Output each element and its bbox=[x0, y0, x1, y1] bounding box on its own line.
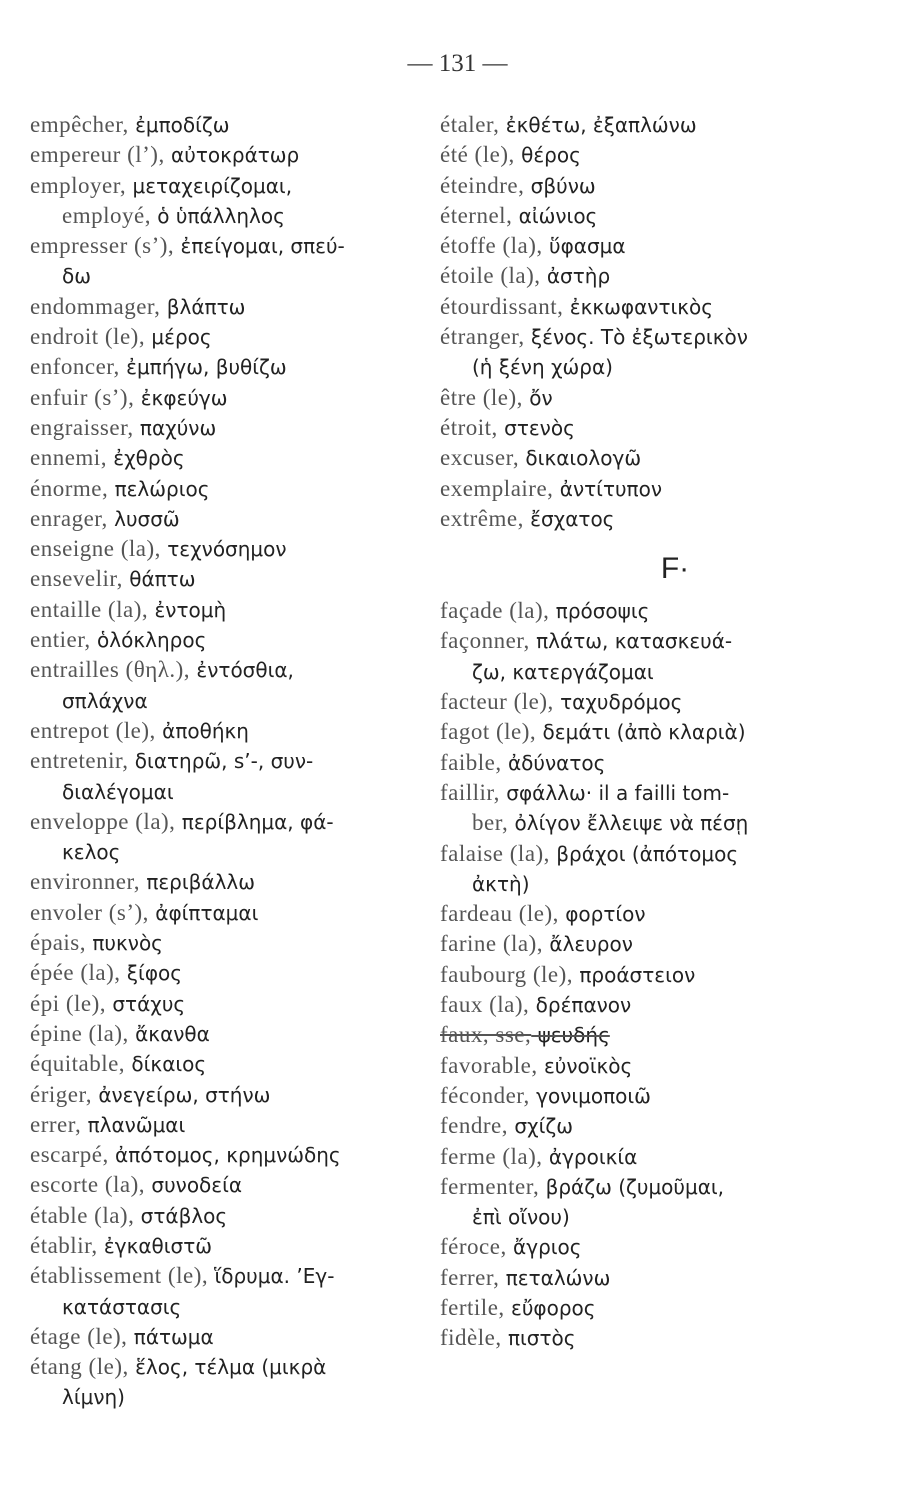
greek-translation: βράζω (ζυμοῦμαι, bbox=[539, 1174, 725, 1199]
greek-translation: ἀπότομος, κρημνώδης bbox=[108, 1143, 341, 1168]
greek-translation: ξίφος bbox=[120, 961, 182, 986]
greek-translation: ἀγροικία bbox=[542, 1144, 638, 1169]
dictionary-entry bbox=[440, 1232, 880, 1262]
french-headword: envoler (s’), bbox=[30, 899, 149, 925]
dictionary-entry bbox=[440, 1111, 880, 1141]
french-headword: falaise (la), bbox=[440, 840, 550, 866]
greek-translation: ἀδύνατος bbox=[501, 750, 606, 775]
dictionary-entry bbox=[440, 626, 880, 656]
french-headword: errer, bbox=[30, 1111, 82, 1137]
dictionary-entry bbox=[440, 657, 880, 687]
greek-translation: φορτίον bbox=[558, 902, 646, 927]
greek-translation: ὄν bbox=[522, 385, 553, 410]
greek-translation: γονιμοποιῶ bbox=[529, 1083, 651, 1108]
french-headword: être (le), bbox=[440, 384, 523, 410]
french-headword: faux, sse, bbox=[440, 1022, 532, 1048]
french-headword: employé, bbox=[62, 202, 151, 228]
greek-translation: ἐπὶ οἴνου) bbox=[472, 1205, 570, 1230]
greek-translation: ἐμποδίζω bbox=[128, 113, 230, 137]
dictionary-entry bbox=[440, 1172, 880, 1202]
dictionary-entry bbox=[440, 748, 880, 778]
greek-translation: τεχνόσημον bbox=[160, 537, 287, 562]
french-headword: fermenter, bbox=[440, 1173, 540, 1199]
greek-translation: θέρος bbox=[514, 143, 581, 168]
french-headword: entier, bbox=[30, 627, 91, 653]
french-headword: endommager, bbox=[30, 293, 161, 319]
french-headword: ériger, bbox=[30, 1081, 92, 1107]
greek-translation: πιστὸς bbox=[501, 1326, 576, 1351]
french-headword: épi (le), bbox=[30, 990, 107, 1016]
greek-translation: ἐχθρὸς bbox=[106, 446, 185, 471]
greek-translation: πλάτω, κατασκευά- bbox=[529, 629, 733, 654]
dictionary-entry bbox=[440, 869, 880, 899]
french-headword: empereur (l’), bbox=[30, 142, 165, 168]
dictionary-entry bbox=[30, 1352, 430, 1382]
greek-translation: ἐγκαθιστῶ bbox=[97, 1233, 213, 1258]
greek-translation: πυκνὸς bbox=[86, 931, 163, 956]
dictionary-entry bbox=[30, 322, 430, 352]
french-headword: excuser, bbox=[440, 445, 520, 471]
greek-translation: θάπτω bbox=[122, 567, 196, 592]
greek-translation: σφάλλω· il a failli tom- bbox=[499, 780, 730, 805]
dictionary-entry bbox=[440, 201, 880, 231]
dictionary-entry bbox=[30, 261, 430, 291]
dictionary-entry bbox=[440, 960, 880, 990]
e-entries bbox=[440, 110, 880, 534]
greek-translation: ἀντίτυπον bbox=[553, 476, 663, 501]
greek-translation: στενὸς bbox=[497, 415, 575, 440]
greek-translation: δεμάτι (ἀπὸ κλαριὰ) bbox=[536, 720, 746, 745]
french-headword: exemplaire, bbox=[440, 475, 554, 501]
greek-translation: ἐντόσθια, bbox=[190, 658, 294, 683]
dictionary-entry bbox=[30, 1019, 430, 1049]
dictionary-entry bbox=[30, 474, 430, 504]
greek-translation: (ἡ ξένη χώρα) bbox=[472, 355, 613, 380]
dictionary-entry bbox=[30, 625, 430, 655]
dictionary-entry bbox=[30, 958, 430, 988]
greek-translation: ἵδρυμα. ’Εγ- bbox=[208, 1264, 335, 1289]
dictionary-entry bbox=[30, 231, 430, 261]
section-letter-f: F· bbox=[660, 552, 690, 586]
french-headword: ennemi, bbox=[30, 445, 107, 471]
dictionary-entry bbox=[440, 1263, 880, 1293]
french-headword: étroit, bbox=[440, 414, 498, 440]
dictionary-entry bbox=[440, 383, 880, 413]
dictionary-entry bbox=[440, 687, 880, 717]
dictionary-entry bbox=[440, 808, 880, 838]
french-headword: énorme, bbox=[30, 475, 109, 501]
french-headword: établissement (le), bbox=[30, 1263, 209, 1289]
dictionary-entry bbox=[30, 1231, 430, 1261]
greek-translation: περιβάλλω bbox=[139, 870, 256, 895]
greek-translation: λυσσῶ bbox=[107, 506, 180, 531]
french-headword: endroit (le), bbox=[30, 324, 146, 350]
french-headword: étourdissant, bbox=[440, 293, 564, 319]
greek-translation: κελος bbox=[62, 840, 121, 865]
french-headword: enrager, bbox=[30, 505, 108, 531]
french-headword: étoile (la), bbox=[440, 263, 541, 289]
french-headword: empêcher, bbox=[30, 112, 129, 137]
greek-translation: σβύνω bbox=[524, 173, 596, 198]
french-headword: employer, bbox=[30, 172, 127, 198]
greek-translation: λίμνη) bbox=[62, 1385, 125, 1410]
french-headword: engraisser, bbox=[30, 414, 134, 440]
right-column bbox=[440, 110, 880, 1354]
french-headword: étranger, bbox=[440, 324, 525, 350]
dictionary-entry bbox=[440, 110, 880, 140]
french-headword: ensevelir, bbox=[30, 566, 123, 592]
dictionary-entry bbox=[440, 352, 880, 382]
greek-translation: ἄγριος bbox=[506, 1235, 582, 1260]
french-headword: étoffe (la), bbox=[440, 233, 543, 259]
french-headword: entrailles (θηλ.), bbox=[30, 657, 191, 683]
french-headword: escorte (la), bbox=[30, 1172, 146, 1198]
dictionary-entry bbox=[440, 839, 880, 869]
greek-translation: δω bbox=[62, 264, 91, 289]
dictionary-entry bbox=[440, 140, 880, 170]
french-headword: faux (la), bbox=[440, 992, 530, 1018]
dictionary-entry bbox=[440, 1020, 880, 1050]
french-headword: éternel, bbox=[440, 202, 513, 228]
dictionary-entry bbox=[440, 596, 880, 626]
greek-translation: ὀλίγον ἔλλειψε νὰ πέσῃ bbox=[508, 811, 749, 836]
dictionary-entry bbox=[30, 1201, 430, 1231]
greek-translation: ψευδής bbox=[531, 1023, 610, 1048]
dictionary-entry bbox=[30, 807, 430, 837]
dictionary-entry bbox=[30, 777, 430, 807]
french-headword: été (le), bbox=[440, 142, 515, 168]
greek-translation: ἀποθήκη bbox=[155, 718, 249, 743]
greek-translation: βλάπτω bbox=[160, 294, 246, 319]
greek-translation: ἀκτὴ) bbox=[472, 871, 530, 896]
greek-translation: διαλέγομαι bbox=[62, 779, 174, 804]
dictionary-entry bbox=[440, 231, 880, 261]
french-headword: éteindre, bbox=[440, 172, 525, 198]
french-headword: escarpé, bbox=[30, 1142, 109, 1168]
greek-translation: μεταχειρίζομαι, bbox=[126, 173, 293, 198]
french-headword: façonner, bbox=[440, 628, 530, 654]
greek-translation: αἰώνιος bbox=[512, 203, 598, 228]
greek-translation: πλανῶμαι bbox=[81, 1112, 186, 1137]
dictionary-entry bbox=[30, 201, 430, 231]
dictionary-entry bbox=[440, 322, 880, 352]
french-headword: féconder, bbox=[440, 1082, 530, 1108]
french-headword: épais, bbox=[30, 930, 87, 956]
french-headword: ferme (la), bbox=[440, 1143, 543, 1169]
greek-translation: δρέπανον bbox=[529, 993, 632, 1018]
greek-translation: σχίζω bbox=[508, 1114, 573, 1139]
dictionary-entry bbox=[30, 837, 430, 867]
french-headword: féroce, bbox=[440, 1234, 507, 1260]
dictionary-entry bbox=[440, 717, 880, 747]
greek-translation: ἐκφεύγω bbox=[134, 385, 228, 410]
french-headword: entaille (la), bbox=[30, 596, 149, 622]
french-headword: fertile, bbox=[440, 1294, 505, 1320]
dictionary-entry bbox=[30, 716, 430, 746]
greek-translation: ὁ ὑπάλληλος bbox=[150, 203, 285, 228]
f-entries bbox=[440, 596, 880, 1353]
french-headword: facteur (le), bbox=[440, 689, 554, 715]
greek-translation: μέρος bbox=[145, 325, 212, 350]
dictionary-entry bbox=[440, 292, 880, 322]
greek-translation: εὔφορος bbox=[504, 1295, 596, 1320]
french-headword: fidèle, bbox=[440, 1325, 502, 1351]
dictionary-entry bbox=[30, 867, 430, 897]
dictionary-entry bbox=[440, 929, 880, 959]
dictionary-entry bbox=[440, 474, 880, 504]
french-headword: étable (la), bbox=[30, 1202, 135, 1228]
french-headword: étang (le), bbox=[30, 1354, 129, 1380]
dictionary-entry bbox=[30, 746, 430, 776]
dictionary-entry bbox=[440, 1051, 880, 1081]
dictionary-entry bbox=[30, 1322, 430, 1352]
french-headword: équitable, bbox=[30, 1051, 126, 1077]
page-number: — 131 — bbox=[407, 50, 508, 77]
dictionary-entry bbox=[440, 261, 880, 291]
dictionary-entry bbox=[30, 1080, 430, 1110]
greek-translation: ἄλευρον bbox=[543, 932, 633, 957]
french-headword: faubourg (le), bbox=[440, 961, 574, 987]
greek-translation: προάστειον bbox=[573, 962, 696, 987]
dictionary-entry bbox=[440, 443, 880, 473]
dictionary-entry bbox=[440, 1202, 880, 1232]
greek-translation: ζω, κατεργάζομαι bbox=[472, 659, 654, 684]
french-headword: fendre, bbox=[440, 1113, 508, 1139]
greek-translation: πρόσοψις bbox=[549, 599, 650, 624]
dictionary-entry bbox=[30, 1170, 430, 1200]
greek-translation: ξένος. Τὸ ἐξωτερικὸν bbox=[524, 325, 748, 350]
french-headword: favorable, bbox=[440, 1052, 538, 1078]
dictionary-entry bbox=[30, 655, 430, 685]
french-headword: étage (le), bbox=[30, 1323, 128, 1349]
dictionary-entry bbox=[30, 140, 430, 170]
french-headword: enfoncer, bbox=[30, 354, 120, 380]
dictionary-entry bbox=[30, 1049, 430, 1079]
dictionary-entry bbox=[30, 383, 430, 413]
french-headword: fagot (le), bbox=[440, 719, 537, 745]
dictionary-entry bbox=[440, 171, 880, 201]
dictionary-entry bbox=[30, 352, 430, 382]
dictionary-entry bbox=[440, 1293, 880, 1323]
greek-translation: συνοδεία bbox=[145, 1173, 243, 1198]
greek-translation: ἔσχατος bbox=[523, 506, 615, 531]
greek-translation: πελώριος bbox=[108, 476, 210, 501]
dictionary-entry bbox=[30, 989, 430, 1019]
dictionary-entry bbox=[440, 778, 880, 808]
dictionary-entry bbox=[440, 990, 880, 1020]
french-headword: épine (la), bbox=[30, 1020, 129, 1046]
dictionary-entry bbox=[440, 1323, 880, 1353]
greek-translation: ὕφασμα bbox=[542, 234, 626, 259]
french-headword: façade (la), bbox=[440, 598, 550, 624]
dictionary-entry bbox=[30, 686, 430, 716]
dictionary-entry bbox=[30, 1292, 430, 1322]
french-headword: enveloppe (la), bbox=[30, 808, 176, 834]
greek-translation: αὐτοκράτωρ bbox=[164, 143, 300, 168]
french-headword: enfuir (s’), bbox=[30, 384, 135, 410]
greek-translation: ἐμπήγω, βυθίζω bbox=[119, 355, 287, 380]
dictionary-entry bbox=[30, 110, 430, 140]
greek-translation: δικαιολογῶ bbox=[519, 446, 642, 471]
dictionary-entry bbox=[30, 504, 430, 534]
greek-translation: περίβλημα, φά- bbox=[175, 809, 334, 834]
greek-translation: ἕλος, τέλμα (μικρὰ bbox=[128, 1355, 327, 1380]
dictionary-entry bbox=[30, 1140, 430, 1170]
greek-translation: ἀστὴρ bbox=[540, 264, 611, 289]
greek-translation: ἐπείγομαι, σπεύ- bbox=[174, 234, 345, 259]
greek-translation: ἄκανθα bbox=[128, 1021, 210, 1046]
greek-translation: ἀφίπταμαι bbox=[148, 900, 259, 925]
dictionary-entry bbox=[30, 413, 430, 443]
dictionary-entry bbox=[30, 564, 430, 594]
dictionary-entry bbox=[30, 443, 430, 473]
dictionary-entry bbox=[440, 899, 880, 929]
greek-translation: διατηρῶ, s’-, συν- bbox=[128, 749, 314, 774]
dictionary-entry bbox=[30, 928, 430, 958]
greek-translation: κατάστασις bbox=[62, 1294, 182, 1319]
greek-translation: ἐκθέτω, ἐξαπλώνω bbox=[499, 113, 697, 137]
dictionary-entry bbox=[30, 898, 430, 928]
dictionary-entry bbox=[30, 534, 430, 564]
french-headword: épée (la), bbox=[30, 960, 121, 986]
french-headword: fardeau (le), bbox=[440, 901, 559, 927]
french-headword: enseigne (la), bbox=[30, 536, 161, 562]
dictionary-entry bbox=[440, 413, 880, 443]
greek-translation: πάτωμα bbox=[127, 1324, 214, 1349]
greek-translation: ἐκκωφαντικὸς bbox=[563, 294, 714, 319]
greek-translation: πεταλώνω bbox=[499, 1265, 611, 1290]
greek-translation: ταχυδρόμος bbox=[553, 690, 683, 715]
greek-translation: δίκαιος bbox=[125, 1052, 207, 1077]
french-headword: farine (la), bbox=[440, 931, 544, 957]
french-headword: empresser (s’), bbox=[30, 233, 175, 259]
dictionary-entry bbox=[30, 1382, 430, 1412]
french-headword: faillir, bbox=[440, 779, 500, 805]
dictionary-entry bbox=[30, 292, 430, 322]
greek-translation: ὁλόκληρος bbox=[90, 628, 207, 653]
french-headword: entretenir, bbox=[30, 748, 129, 774]
dictionary-entry bbox=[30, 1261, 430, 1291]
greek-translation: ἀνεγείρω, στήνω bbox=[91, 1082, 271, 1107]
greek-translation: εὐνοϊκὸς bbox=[537, 1053, 633, 1078]
dictionary-entry bbox=[30, 1110, 430, 1140]
french-headword: étaler, bbox=[440, 112, 500, 137]
french-headword: entrepot (le), bbox=[30, 717, 156, 743]
greek-translation: παχύνω bbox=[133, 415, 217, 440]
dictionary-entry bbox=[440, 504, 880, 534]
dictionary-entry bbox=[440, 1142, 880, 1172]
greek-translation: στάβλος bbox=[134, 1203, 228, 1228]
greek-translation: σπλάχνα bbox=[62, 688, 148, 713]
french-headword: extrême, bbox=[440, 505, 524, 531]
french-headword: ber, bbox=[472, 810, 509, 836]
greek-translation: στάχυς bbox=[106, 991, 186, 1016]
french-headword: environner, bbox=[30, 869, 140, 895]
greek-translation: ἐντομὴ bbox=[148, 597, 227, 622]
greek-translation: βράχοι (ἀπότομος bbox=[549, 841, 739, 866]
french-headword: faible, bbox=[440, 749, 502, 775]
french-headword: établir, bbox=[30, 1232, 98, 1258]
left-column bbox=[30, 110, 430, 1413]
dictionary-entry bbox=[30, 595, 430, 625]
dictionary-entry bbox=[30, 171, 430, 201]
french-headword: ferrer, bbox=[440, 1264, 500, 1290]
dictionary-entry bbox=[440, 1081, 880, 1111]
